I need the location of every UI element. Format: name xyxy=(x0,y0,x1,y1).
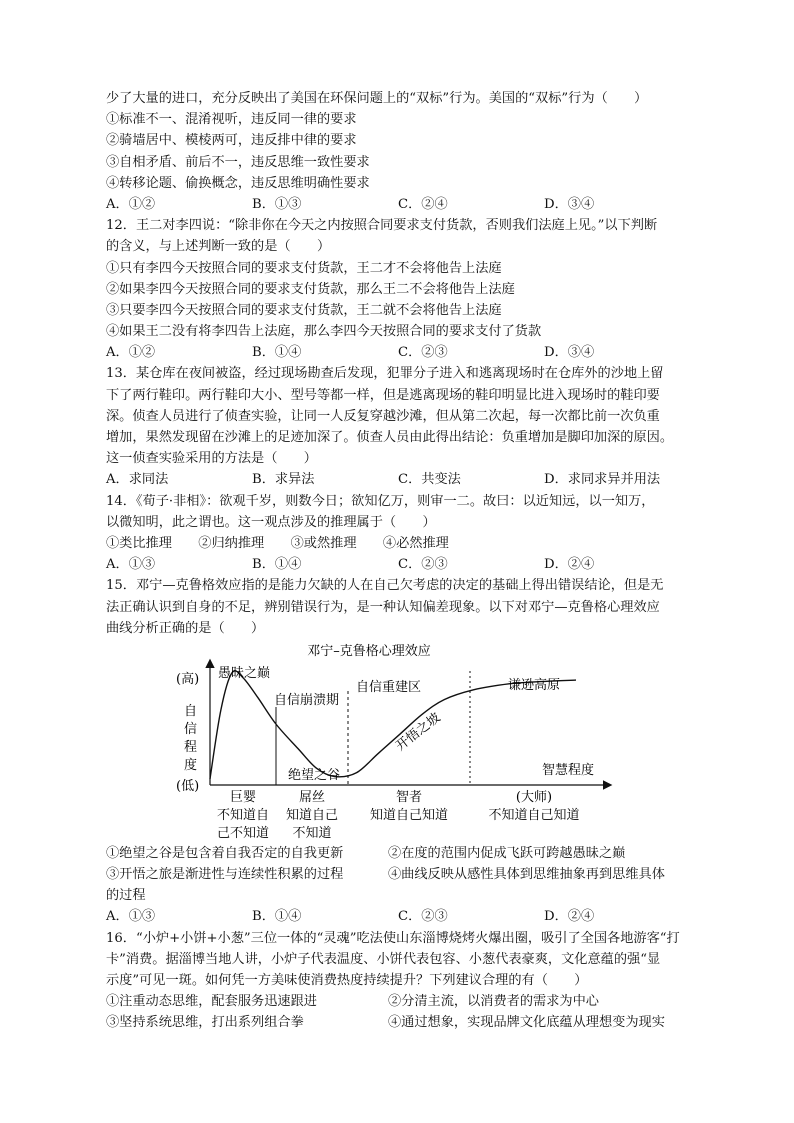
question-15-item-1: ①绝望之谷是包含着自我否定的自我更新 xyxy=(106,845,344,861)
question-16-items-row-1 xyxy=(106,991,696,1012)
option-a: A．求同法 xyxy=(106,472,169,488)
option-a: A．①② xyxy=(106,345,156,361)
option-c: C．②③ xyxy=(398,557,448,573)
question-11-options xyxy=(106,194,696,215)
question-15-item-4-cont: 的过程 xyxy=(106,888,146,904)
question-15-stem-line-3: 曲线分析正确的是（ ） xyxy=(106,620,265,636)
question-11-item-4: ④转移论题、偷换概念，违反思维明确性要求 xyxy=(106,175,370,191)
question-16-stem-line-3: 示度”可见一斑。如何凭一方美味使消费热度持续提升？下列建议合理的有（ ） xyxy=(106,973,588,988)
question-12 xyxy=(106,215,696,363)
annotation-collapse: 自信崩溃期 xyxy=(274,692,340,708)
question-12-stem-line-1: 12．王二对李四说：“除非你在今天之内按照合同要求支付货款，否则我们法庭上见。”以下判断 xyxy=(106,218,658,234)
question-15-items-row-2 xyxy=(106,864,696,885)
chart-title: 邓宁–克鲁格心理效应 xyxy=(307,643,431,659)
option-d: D．③④ xyxy=(544,196,595,212)
question-16-item-4: ④通过想象，实现品牌文化底蕴从理想变为现实 xyxy=(388,1015,665,1031)
question-15-stem-line-1: 15．邓宁—克鲁格效应指的是能力欠缺的人在自己欠考虑的决定的基础上得出错误结论，但是无 xyxy=(106,578,664,594)
stage-desc-2-line-1: 知道自己 xyxy=(285,807,339,823)
question-13-stem-line-2: 下了两行鞋印。两行鞋印大小、型号等都一样，但是逃离现场的鞋印明显比进入现场时的鞋印要 xyxy=(106,387,660,403)
question-16-items-row-2 xyxy=(106,1012,696,1033)
dunning-kruger-chart-svg xyxy=(106,641,696,841)
question-16 xyxy=(106,928,696,1034)
option-b: B．①④ xyxy=(252,557,302,573)
stage-label-2: 屌丝 xyxy=(298,789,326,805)
option-a: A．①③ xyxy=(106,909,156,925)
annotation-slope: 开悟之坡 xyxy=(393,710,444,755)
question-15-item-3: ③开悟之旅是渐进性与连续性积累的过程 xyxy=(106,867,344,883)
y-axis-label-char: 自 xyxy=(184,703,198,719)
question-15 xyxy=(106,575,696,927)
stage-label-1: 巨婴 xyxy=(229,789,257,805)
stage-label-4: (大师) xyxy=(515,789,553,805)
y-axis-low-label: (低) xyxy=(176,778,200,794)
option-b: B．①④ xyxy=(252,909,302,925)
question-15-item-2: ②在度的范围内促成飞跃可跨越愚昧之巅 xyxy=(388,845,626,861)
question-12-options xyxy=(106,342,696,363)
option-d: D．②④ xyxy=(544,557,595,573)
question-15-options xyxy=(106,906,696,927)
stage-desc-1-line-1: 不知道自 xyxy=(216,807,270,823)
question-12-item-4: ④如果王二没有将李四告上法庭，那么李四今天按照合同的要求支付了货款 xyxy=(106,324,542,340)
question-16-stem-line-2: 卡”消费。据淄博当地人讲，小炉子代表温度、小饼代表包容、小葱代表豪爽，文化意蕴的强“显 xyxy=(106,951,661,967)
option-c: C．共变法 xyxy=(398,472,461,488)
y-axis-label-char: 程 xyxy=(184,739,198,755)
question-14-options xyxy=(106,554,696,575)
question-11-item-3: ③自相矛盾、前后不一，违反思维一致性要求 xyxy=(106,154,370,170)
question-15-stem-line-2: 法正确认识到自身的不足，辨别错误行为，是一种认知偏差现象。以下对邓宁—克鲁格心理效应 xyxy=(106,599,660,615)
option-b: B．求异法 xyxy=(252,472,315,488)
question-16-item-3: ③坚持系统思维，打出系列组合拳 xyxy=(106,1015,304,1031)
question-11 xyxy=(106,88,696,215)
stage-desc-1-line-2: 己不知道 xyxy=(216,825,270,841)
question-16-item-2: ②分清主流，以消费者的需求为中心 xyxy=(388,994,599,1010)
question-11-item-2: ②骑墙居中、模棱两可，违反排中律的要求 xyxy=(106,133,357,149)
annotation-peak: 愚昧之巅 xyxy=(218,665,271,681)
option-d: D．②④ xyxy=(544,909,595,925)
stage-label-3: 智者 xyxy=(395,789,423,805)
stage-desc-2-line-2: 不知道 xyxy=(292,825,332,841)
option-c: C．②③ xyxy=(398,909,448,925)
question-14 xyxy=(106,491,696,576)
question-13-options xyxy=(106,469,696,490)
question-14-stem-line-2: 以微知明，此之谓也。这一观点涉及的推理属于（ ） xyxy=(106,514,436,530)
question-12-item-2: ②如果李四今天按照合同的要求支付货款，那么王二不会将他告上法庭 xyxy=(106,281,515,297)
question-13 xyxy=(106,363,696,490)
y-axis-high-label: (高) xyxy=(176,671,200,687)
question-16-item-1: ①注重动态思维，配套服务迅速跟进 xyxy=(106,994,317,1010)
option-c: C．②③ xyxy=(398,345,448,361)
question-13-stem-line-1: 13．某仓库在夜间被盗，经过现场勘查后发现，犯罪分子进入和逃离现场时在仓库外的沙地上留 xyxy=(106,366,664,382)
option-d: D．求同求异并用法 xyxy=(544,472,661,488)
annotation-rebuild: 自信重建区 xyxy=(356,679,422,695)
question-13-stem-line-5: 这一侦查实验采用的方法是（ ） xyxy=(106,451,317,467)
question-14-items: ①类比推理 ②归纳推理 ③或然推理 ④必然推理 xyxy=(106,535,449,551)
question-11-stem: 少了大量的进口，充分反映出了美国在环保问题上的“双标”行为。美国的“双标”行为（ ） xyxy=(106,91,648,106)
stage-desc-4: 不知道自己知道 xyxy=(488,807,580,823)
option-a: A．①③ xyxy=(106,557,156,573)
y-axis-label-char: 信 xyxy=(184,721,198,737)
question-14-stem-line-1: 14．《荀子·非相》：欲观千岁，则数今日；欲知亿万，则审一二。故曰：以近知远，以一知万， xyxy=(106,493,655,509)
question-13-stem-line-3: 深。侦查人员进行了侦查实验，让同一人反复穿越沙滩，但从第二次起，每一次都比前一次负重 xyxy=(106,408,660,424)
question-13-stem-line-4: 增加，果然发现留在沙滩上的足迹加深了。侦查人员由此得出结论：负重增加是脚印加深的原因。 xyxy=(106,430,674,445)
dunning-kruger-chart xyxy=(106,641,696,841)
question-15-item-4: ④曲线反映从感性具体到思维抽象再到思维具体 xyxy=(388,867,665,883)
y-axis-label-char: 度 xyxy=(184,757,198,773)
option-d: D．③④ xyxy=(544,345,595,361)
question-15-items-row-1 xyxy=(106,843,696,864)
annotation-valley: 绝望之谷 xyxy=(288,767,341,783)
annotation-plateau: 谦逊高原 xyxy=(508,677,561,693)
stage-desc-3: 知道自己知道 xyxy=(369,807,449,823)
option-b: B．①③ xyxy=(252,196,302,212)
x-axis-label: 智慧程度 xyxy=(542,762,595,778)
exam-page xyxy=(106,88,696,1034)
question-12-stem-line-2: 的含义，与上述判断一致的是（ ） xyxy=(106,239,331,255)
question-16-stem-line-1: 16．“小炉+小饼+小葱”三位一体的“灵魂”吃法使山东淄博烧烤火爆出圈，吸引了全国各地游客“打 xyxy=(106,930,680,946)
option-b: B．①④ xyxy=(252,345,302,361)
option-a: A．①② xyxy=(106,196,156,212)
option-c: C．②④ xyxy=(398,196,448,212)
question-12-item-1: ①只有李四今天按照合同的要求支付货款，王二才不会将他告上法庭 xyxy=(106,260,502,276)
y-axis-label xyxy=(184,704,197,773)
question-11-item-1: ①标准不一、混淆视听，违反同一律的要求 xyxy=(106,112,357,128)
question-12-item-3: ③只要李四今天按照合同的要求支付货款，王二就不会将他告上法庭 xyxy=(106,302,502,318)
